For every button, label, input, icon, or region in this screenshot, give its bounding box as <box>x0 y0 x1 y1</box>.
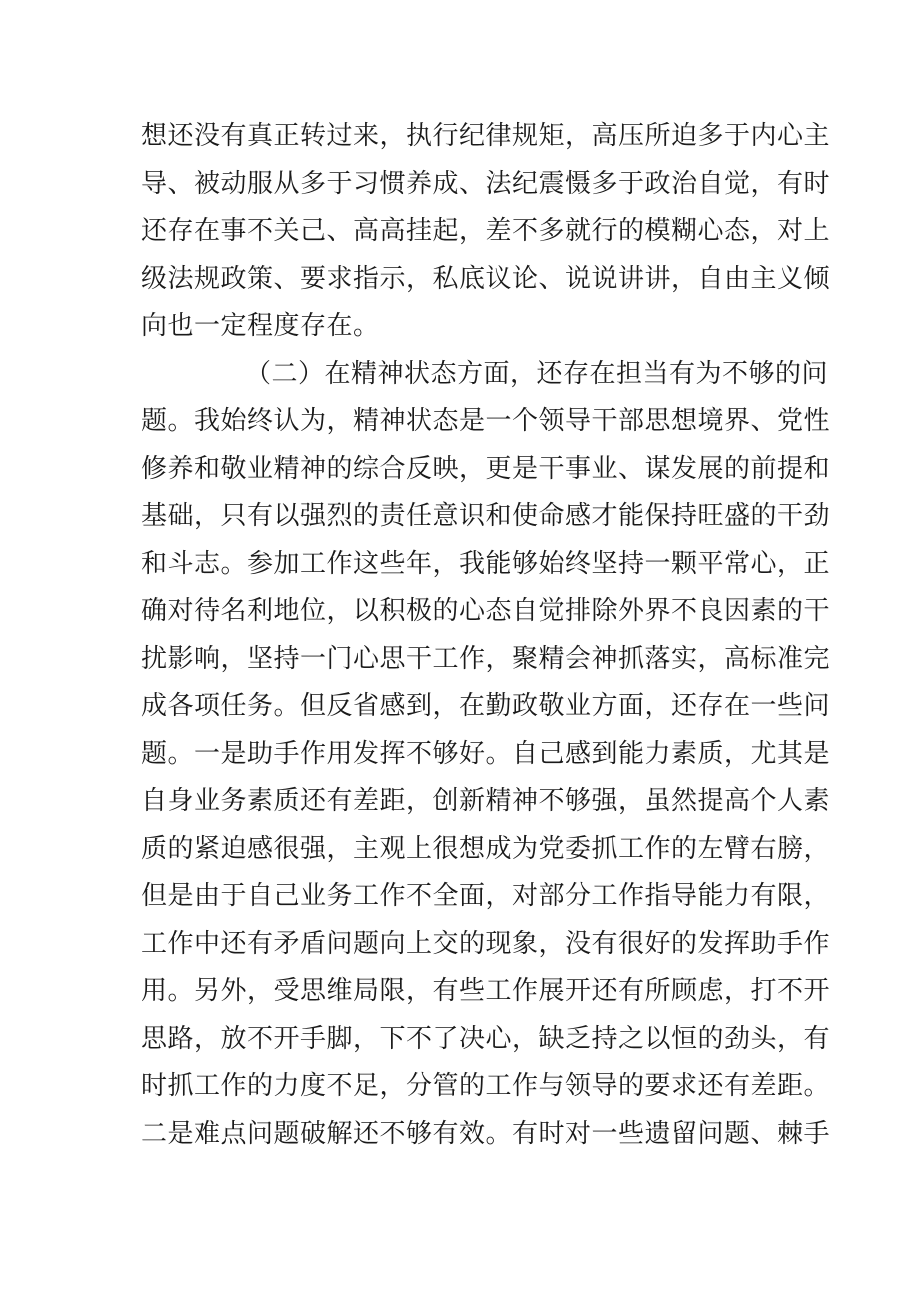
text-line: 时抓工作的力度不足，分管的工作与领导的要求还有差距。 <box>141 1071 831 1101</box>
text-line: 题。我始终认为，精神状态是一个领导干部思想境界、党性 <box>141 406 831 436</box>
section-heading-line: （二）在精神状态方面，还存在担当有为不够的问 <box>245 358 829 389</box>
text-line: 题。一是助手作用发挥不够好。自己感到能力素质，尤其是 <box>141 738 831 769</box>
text-line: 修养和敬业精神的综合反映，更是干事业、谋发展的前提和 <box>141 453 831 484</box>
text-line: 但是由于自己业务工作不全面，对部分工作指导能力有限， <box>141 881 831 911</box>
text-line: 成各项任务。但反省感到，在勤政敬业方面，还存在一些问 <box>141 691 831 721</box>
paragraph-end-line: 向也一定程度存在。 <box>141 311 380 341</box>
text-line: 思路，放不开手脚，下不了决心，缺乏持之以恒的劲头，有 <box>141 1023 831 1054</box>
text-line: 用。另外，受思维局限，有些工作展开还有所顾虑，打不开 <box>141 976 831 1006</box>
text-line: 基础，只有以强烈的责任意识和使命感才能保持旺盛的干劲 <box>141 501 831 531</box>
text-line: 想还没有真正转过来，执行纪律规矩，高压所迫多于内心主 <box>141 121 831 151</box>
text-line: 扰影响，坚持一门心思干工作，聚精会神抓落实，高标准完 <box>141 643 831 674</box>
text-line: 工作中还有矛盾问题向上交的现象，没有很好的发挥助手作 <box>141 928 831 959</box>
text-line: 级法规政策、要求指示，私底议论、说说讲讲，自由主义倾 <box>141 263 831 294</box>
text-line: 自身业务素质还有差距，创新精神不够强，虽然提高个人素 <box>141 786 831 816</box>
text-line: 确对待名利地位，以积极的心态自觉排除外界不良因素的干 <box>141 596 831 626</box>
text-line: 质的紧迫感很强，主观上很想成为党委抓工作的左臂右膀， <box>141 833 831 864</box>
text-line: 还存在事不关己、高高挂起，差不多就行的模糊心态，对上 <box>141 216 831 246</box>
text-line: 和斗志。参加工作这些年，我能够始终坚持一颗平常心，正 <box>141 548 831 579</box>
text-line: 二是难点问题破解还不够有效。有时对一些遗留问题、棘手 <box>141 1118 831 1149</box>
text-line: 导、被动服从多于习惯养成、法纪震慑多于政治自觉，有时 <box>141 168 831 199</box>
document-body <box>141 113 831 1158</box>
